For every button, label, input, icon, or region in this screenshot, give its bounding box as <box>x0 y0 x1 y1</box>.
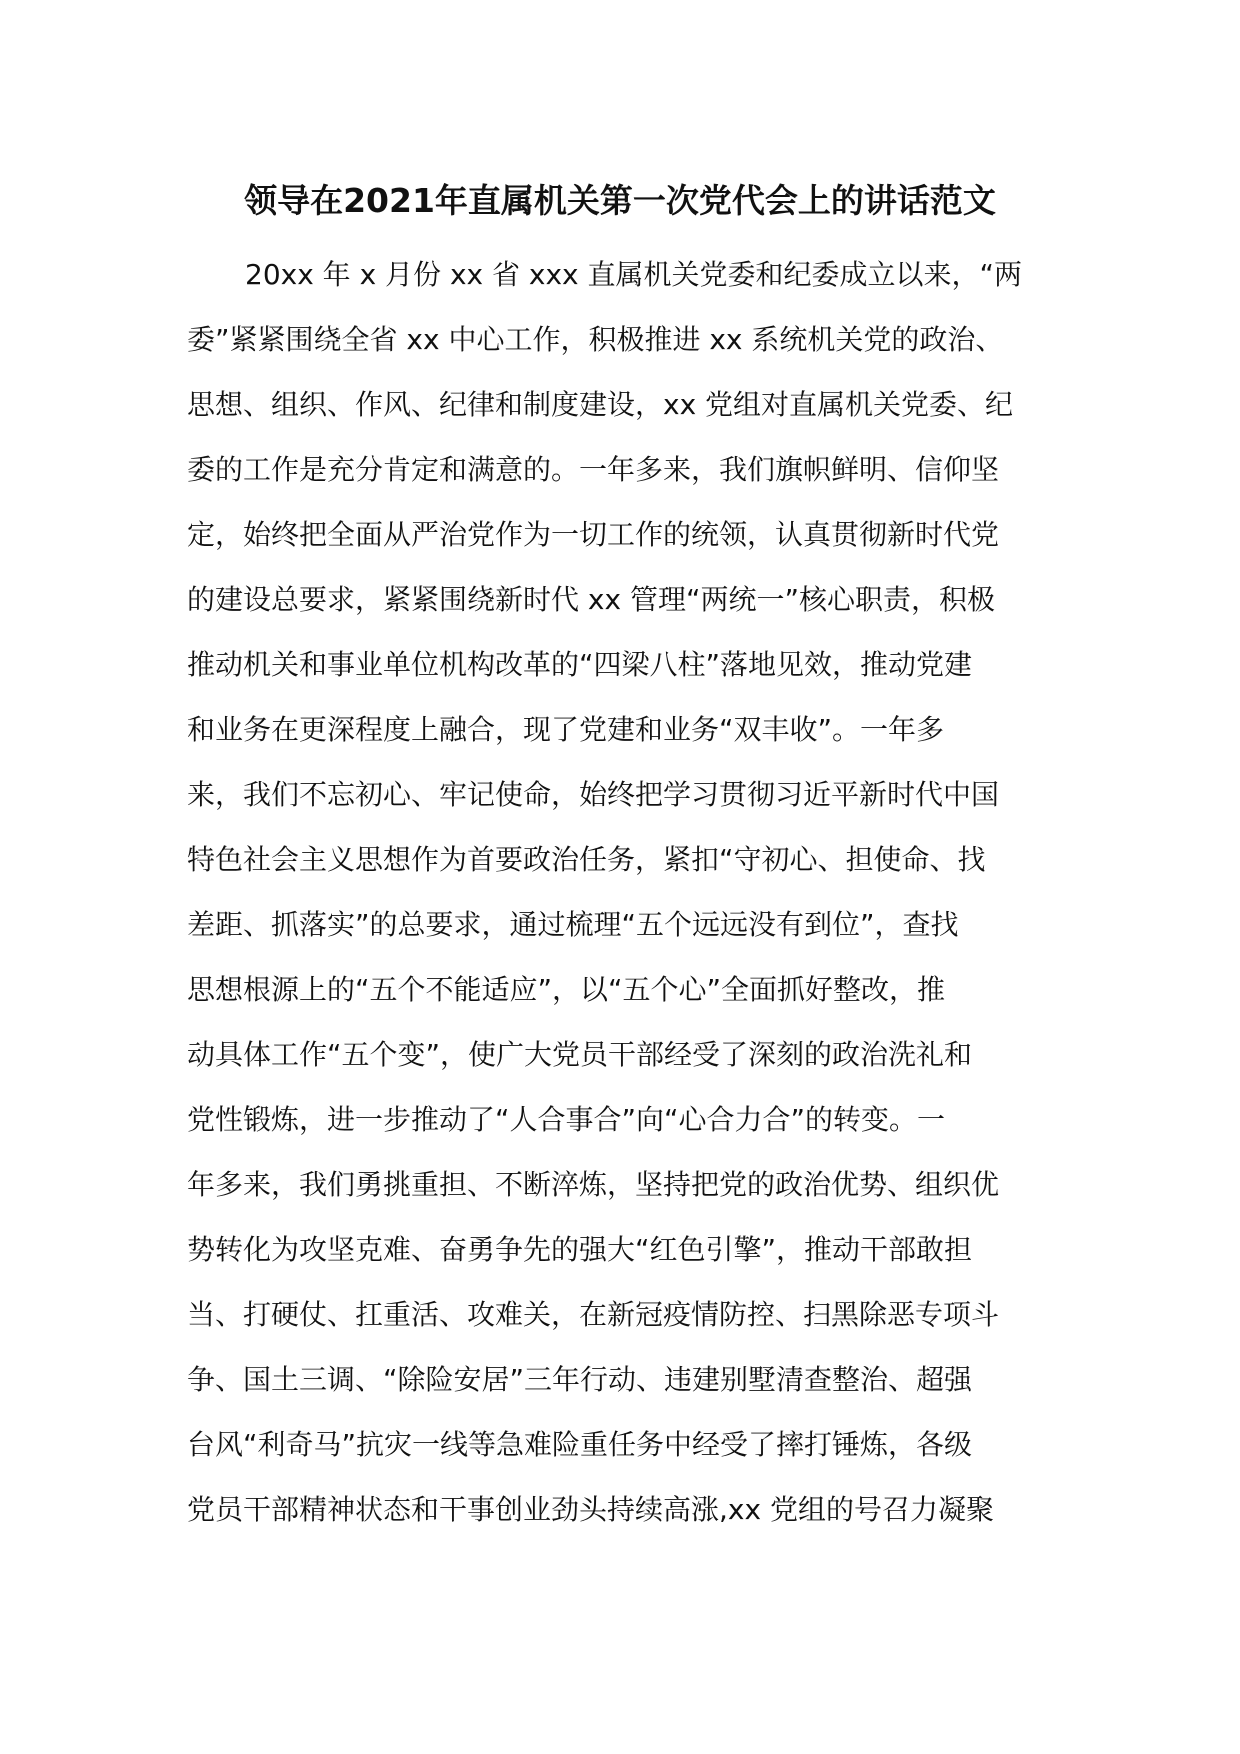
body-line: 势转化为攻坚克难、奋勇争先的强大“红色引擎”，推动干部敢担 <box>187 1233 973 1266</box>
body-line: 思想根源上的“五个不能适应”，以“五个心”全面抓好整改，推 <box>187 973 946 1006</box>
body-line: 年多来，我们勇挑重担、不断淬炼，坚持把党的政治优势、组织优 <box>187 1168 1000 1201</box>
body-line: 委”紧紧围绕全省 xx 中心工作，积极推进 xx 系统机关党的政治、 <box>187 323 1004 356</box>
body-line: 特色社会主义思想作为首要政治任务，紧扣“守初心、担使命、找 <box>187 843 986 876</box>
body-line: 争、国土三调、“除险安居”三年行动、违建别墅清查整治、超强 <box>187 1363 973 1396</box>
body-line: 20xx 年 x 月份 xx 省 xxx 直属机关党委和纪委成立以来，“两 <box>245 258 1023 291</box>
body-line: 定，始终把全面从严治党作为一切工作的统领，认真贯彻新时代党 <box>187 518 1000 551</box>
body-line: 的建设总要求，紧紧围绕新时代 xx 管理“两统一”核心职责，积极 <box>187 583 995 616</box>
body-line: 党员干部精神状态和干事创业劲头持续高涨,xx 党组的号召力凝聚 <box>187 1493 994 1526</box>
body-line: 思想、组织、作风、纪律和制度建设，xx 党组对直属机关党委、纪 <box>187 388 1014 421</box>
body-line: 来，我们不忘初心、牢记使命，始终把学习贯彻习近平新时代中国 <box>187 778 1000 811</box>
body-line: 台风“利奇马”抗灾一线等急难险重任务中经受了摔打锤炼，各级 <box>187 1428 973 1461</box>
body-line: 差距、抓落实”的总要求，通过梳理“五个远远没有到位”，查找 <box>187 908 959 941</box>
body-line: 委的工作是充分肯定和满意的。一年多来，我们旗帜鲜明、信仰坚 <box>187 453 1000 486</box>
body-line: 动具体工作“五个变”，使广大党员干部经受了深刻的政治洗礼和 <box>187 1038 973 1071</box>
body-line: 当、打硬仗、扛重活、攻难关，在新冠疫情防控、扫黑除恶专项斗 <box>187 1298 1000 1331</box>
body-line: 推动机关和事业单位机构改革的“四梁八柱”落地见效，推动党建 <box>187 648 973 681</box>
body-line: 和业务在更深程度上融合，现了党建和业务“双丰收”。一年多 <box>187 713 945 746</box>
document-body <box>187 242 1067 1542</box>
body-line: 党性锻炼，进一步推动了“人合事合”向“心合力合”的转变。一 <box>187 1103 946 1136</box>
document-title: 领导在2021年直属机关第一次党代会上的讲话范文 <box>244 181 996 220</box>
